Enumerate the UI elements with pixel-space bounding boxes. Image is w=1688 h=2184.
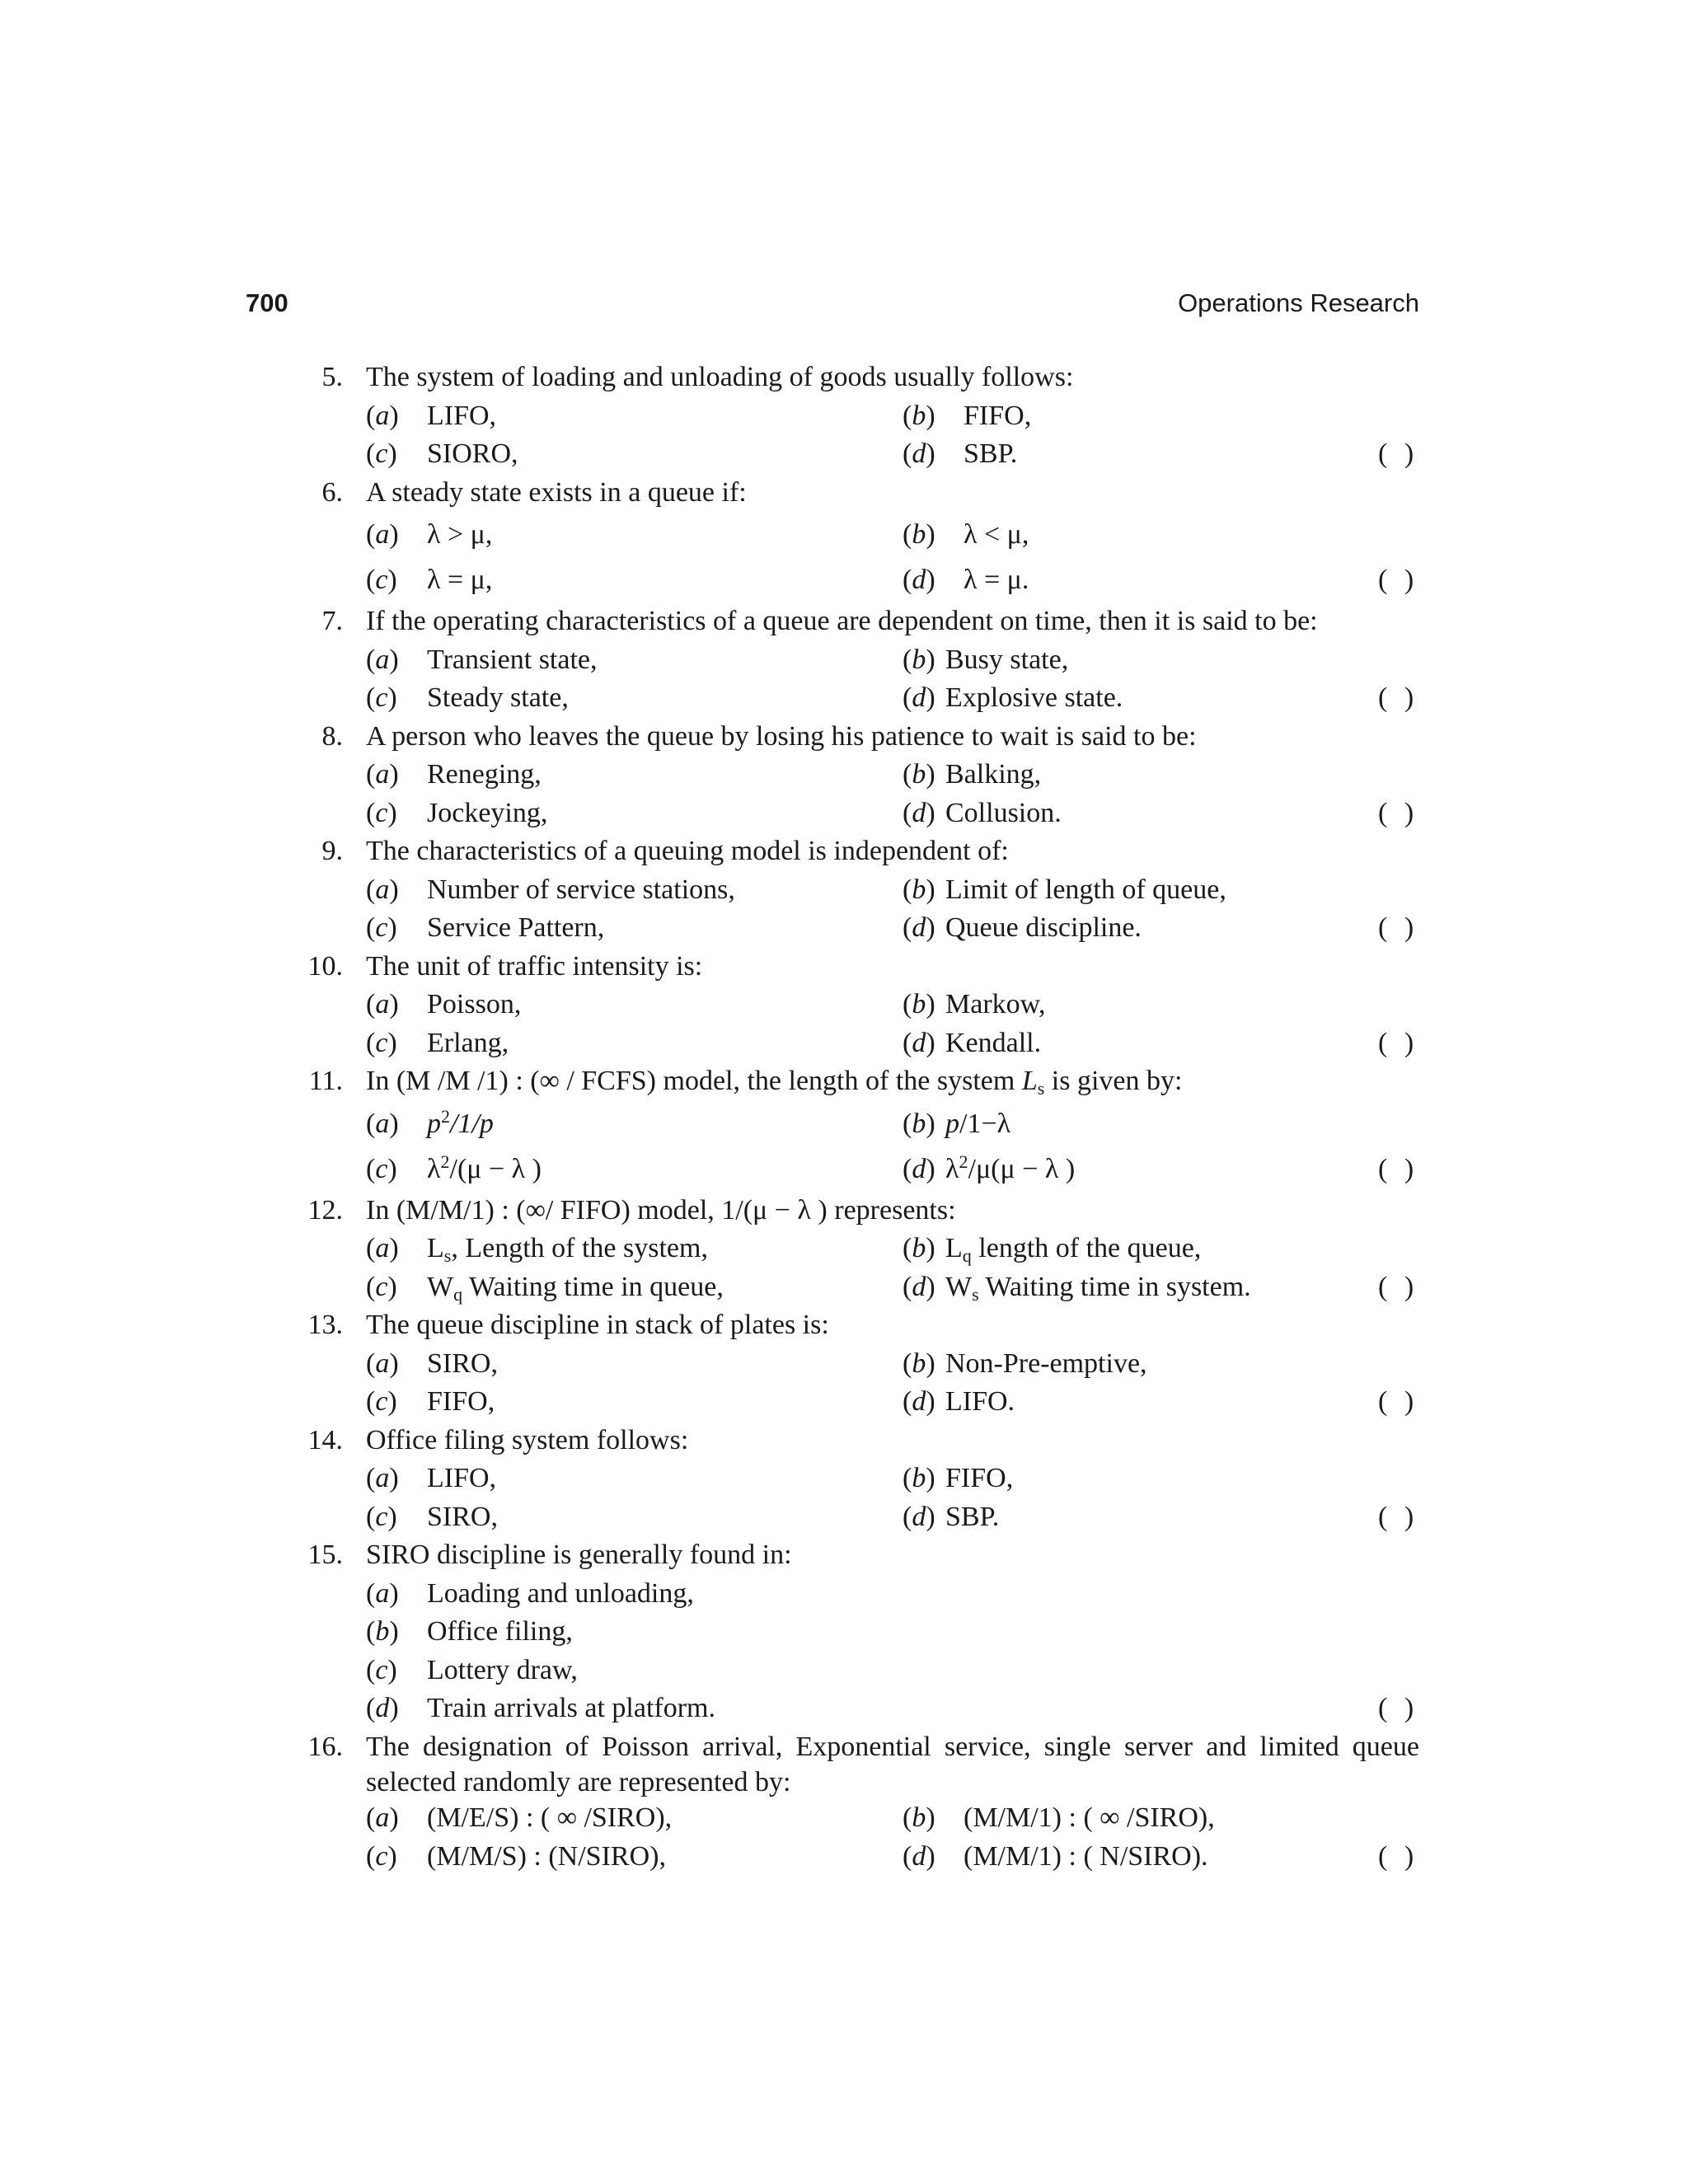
question-text-line-1: The designation of Poisson arrival, Exponential service, single server and limited queue [366,1731,1419,1762]
question-text: SIRO discipline is generally found in: [366,1540,792,1570]
option-a: (a) λ > μ, [366,519,493,550]
question-number: 15. [307,1540,343,1570]
question-text-line-2: selected randomly are represented by: [366,1767,791,1797]
answer-blank: ( ) [1378,1501,1419,1532]
question-6 [0,474,1688,603]
question-15 [0,1536,1688,1728]
option-d: (d) Kendall. [903,1027,1042,1058]
option-a: (a) Poisson, [366,989,522,1019]
option-d: (d) SBP. [903,1501,1000,1532]
question-number: 5. [321,362,343,392]
option-c: (c) FIFO, [366,1386,495,1417]
option-a: (a) SIRO, [366,1347,498,1379]
option-c: (c) (M/M/S) : (N/SIRO), [366,1840,666,1872]
question-7 [0,602,1688,718]
option-b: (b) Non-Pre-emptive, [903,1347,1147,1379]
option-c: (c) SIRO, [366,1501,498,1532]
option-c: (c) $W_q$ Waiting time in queue, [366,1271,724,1305]
question-text: The queue discipline in stack of plates is: [366,1310,829,1340]
option-d: (d) Collusion. [903,797,1062,828]
option-c: (c) Erlang, [366,1027,509,1058]
option-c: (c) Jockeying, [366,797,548,828]
answer-blank: ( ) [1378,1840,1419,1872]
question-number: 6. [321,476,343,508]
question-number: 12. [307,1194,343,1226]
question-10 [0,948,1688,1063]
question-number: 8. [321,720,343,752]
option-a: (a) Reneging, [366,759,542,790]
option-b: (b) Office filing, [366,1616,573,1647]
option-b: (b) FIFO, [903,1463,1014,1493]
question-text: A steady state exists in a queue if: [366,476,747,508]
answer-blank: ( ) [1378,1386,1419,1417]
question-text: In (M /M /1) : (∞ / FCFS) model, the length of the system $L_s$ is given by: [366,1066,1183,1099]
answer-blank: ( ) [1378,565,1419,595]
option-b: (b) Markow, [903,989,1046,1019]
question-11 [0,1062,1688,1192]
question-12 [0,1192,1688,1307]
option-d: (d) $W_s$ Waiting time in system. [903,1271,1251,1305]
question-16 [0,1728,1688,1877]
option-a: (a) (M/E/S) : ( ∞ /SIRO), [366,1802,673,1833]
option-b: (b) p/1−λ [903,1108,1011,1139]
option-a: (a) Loading and unloading, [366,1577,694,1609]
answer-blank: ( ) [1378,682,1419,713]
question-number: 14. [307,1424,343,1455]
question-9 [0,832,1688,948]
question-5 [0,359,1688,474]
question-14 [0,1422,1688,1537]
question-number: 16. [307,1731,343,1762]
option-d: (d) $\lambda^2/\mu(\mu - \lambda$ ) [903,1151,1076,1184]
option-d: (d) λ = μ. [903,565,1029,595]
question-number: 10. [307,950,343,982]
option-b: (b) Limit of length of queue, [903,874,1226,905]
option-a: (a) $L_s$, Length of the system, [366,1233,708,1266]
question-8 [0,718,1688,833]
page-header [246,288,1419,330]
option-a: (a) Transient state, [366,644,598,675]
option-d: (d) SBP. [903,438,1018,469]
option-b: (b) λ < μ, [903,519,1029,550]
answer-blank: ( ) [1378,1027,1419,1058]
option-c: (c) $\lambda^2/(\mu - \lambda$ ) [366,1151,542,1184]
answer-blank: ( ) [1378,1693,1419,1723]
question-text: The characteristics of a queuing model is independent of: [366,836,1009,866]
option-b: (b) $L_q$ length of the queue, [903,1233,1202,1266]
page-number: 700 [246,288,288,317]
option-a: (a) LIFO, [366,1463,497,1493]
question-number: 13. [307,1310,343,1340]
option-c: (c) Service Pattern, [366,912,605,943]
question-list [0,359,1688,1876]
question-number: 9. [321,836,343,866]
option-d: (d) Queue discipline. [903,912,1142,943]
option-d: (d) Train arrivals at platform. [366,1693,715,1723]
option-a: (a) $p^2/1/p$ [366,1105,494,1139]
question-text: If the operating characteristics of a queue are dependent on time, then it is said to be: [366,606,1318,636]
option-d: (d) (M/M/1) : ( N/SIRO). [903,1840,1208,1872]
question-text: The unit of traffic intensity is: [366,950,703,982]
option-c: (c) Lottery draw, [366,1654,578,1685]
option-c: (c) SIORO, [366,438,518,469]
option-c: (c) Steady state, [366,682,569,713]
answer-blank: ( ) [1378,1271,1419,1302]
question-text: Office filing system follows: [366,1424,689,1455]
answer-blank: ( ) [1378,797,1419,828]
answer-blank: ( ) [1378,912,1419,943]
question-text: A person who leaves the queue by losing his patience to wait is said to be: [366,720,1197,752]
question-13 [0,1306,1688,1422]
option-a: (a) LIFO, [366,400,497,431]
question-text: In (M/M/1) : (∞/ FIFO) model, 1/(μ − λ ) represents: [366,1194,956,1226]
answer-blank: ( ) [1378,438,1419,469]
option-d: (d) Explosive state. [903,682,1123,713]
question-number: 11. [308,1066,343,1096]
option-a: (a) Number of service stations, [366,874,735,905]
option-b: (b) FIFO, [903,400,1032,431]
question-number: 7. [321,606,343,636]
answer-blank: ( ) [1378,1153,1419,1184]
question-text: The system of loading and unloading of goods usually follows: [366,362,1074,392]
option-d: (d) LIFO. [903,1386,1015,1417]
option-b: (b) Busy state, [903,644,1069,675]
option-b: (b) Balking, [903,759,1042,790]
option-b: (b) (M/M/1) : ( ∞ /SIRO), [903,1802,1215,1833]
running-head: Operations Research [1178,288,1419,317]
option-c: (c) λ = μ, [366,565,493,595]
